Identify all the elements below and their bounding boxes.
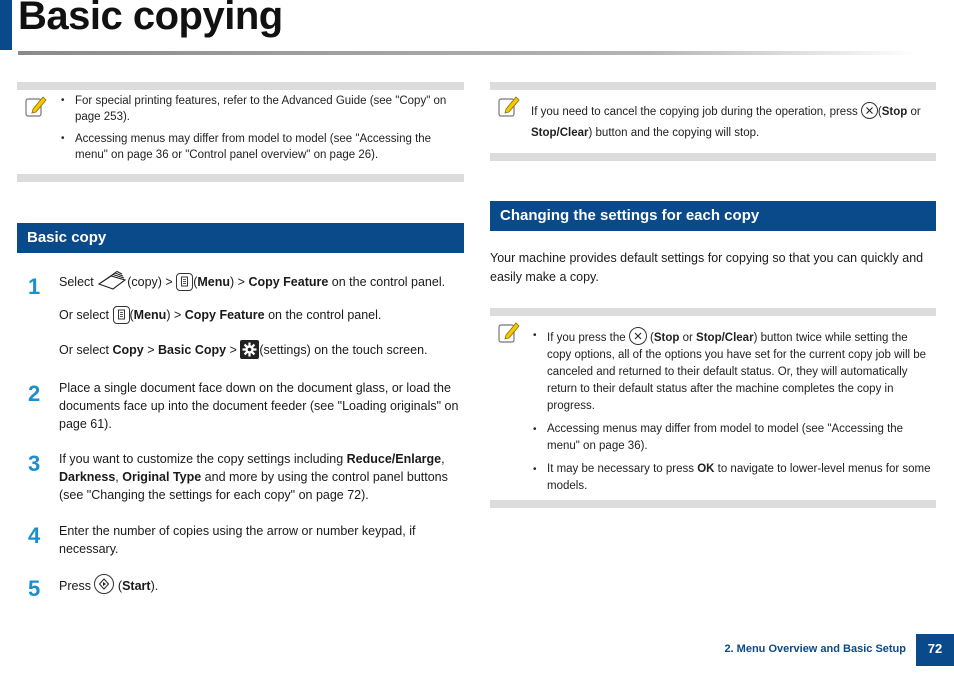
note-box-right-top (490, 82, 936, 161)
footer-section-label: 2. Menu Overview and Basic Setup (724, 643, 906, 655)
step-1-line-3: Or select Copy > Basic Copy > (settings) on the touch screen. (59, 338, 464, 362)
step-5-text: Press (Start). (59, 574, 454, 596)
step-2-text: Place a single document face down on the document glass, or load the documents face up into the document feeder (see "Loading originals" on page 61). (59, 381, 459, 431)
step-number: 4 (28, 523, 41, 548)
step-number: 5 (28, 576, 41, 601)
page-title: Basic copying (18, 0, 283, 38)
section-heading-changing-settings: Changing the settings for each copy (490, 201, 936, 231)
cancel-note-text: If you need to cancel the copying job during the operation, press (Stop or Stop/Clear) button and the copying will stop. (531, 102, 935, 144)
note-list-right (531, 327, 935, 501)
note-list-left (59, 93, 461, 169)
settings-intro-text: Your machine provides default settings for copying so that you can quickly and easily make a copy. (490, 251, 924, 284)
note-pencil-icon (498, 94, 520, 118)
header-accent-bar (0, 0, 12, 50)
note-pencil-icon (498, 320, 520, 344)
step-4-text: Enter the number of copies using the arrow or number keypad, if necessary. (59, 524, 416, 556)
note-item: • For special printing features, refer to the Advanced Guide (see "Copy" on page 253). (59, 93, 461, 125)
stop-icon (861, 102, 878, 119)
page-number-badge: 72 (916, 634, 954, 666)
note-item: • Accessing menus may differ from model to model (see "Accessing the menu" on page 36 or "Control panel overview" on page 26). (59, 131, 461, 163)
note-item: • It may be necessary to press OK to navigate to lower-level menus for some models. (531, 461, 935, 495)
note-bottom-rule (490, 153, 936, 161)
copy-icon (97, 270, 127, 292)
title-rule (18, 51, 918, 55)
step-number: 2 (28, 381, 41, 406)
note-bottom-rule (17, 174, 464, 182)
note-box-right-bottom (490, 308, 936, 508)
note-pencil-icon (25, 94, 47, 118)
step-1-line-2: Or select (Menu) > Copy Feature on the control panel. (59, 308, 382, 322)
stop-icon (629, 327, 647, 345)
step-number: 3 (28, 451, 41, 476)
note-item: • Accessing menus may differ from model to model (see "Accessing the menu" on page 36). (531, 421, 935, 455)
step-3-text: If you want to customize the copy settings including Reduce/Enlarge, Darkness, Original Type and more by using the control panel buttons (see "Changing the settings for each copy" on page 72). (59, 452, 448, 502)
note-bottom-rule (490, 500, 936, 508)
note-item: • If you press the (Stop or Stop/Clear) button twice while setting the copy options, all of the options you have set for the current copy job will be canceled and returned to their default status. Or, they will automatically return to their default status after the machine completes the copy in progress. (531, 327, 935, 415)
section-heading-basic-copy: Basic copy (17, 223, 464, 253)
start-icon (94, 574, 114, 594)
note-top-rule (490, 82, 936, 90)
menu-icon (113, 306, 130, 324)
step-number: 1 (28, 274, 41, 299)
step-1-line-1: Select (copy) > (Menu) > Copy Feature on the control panel. (59, 270, 464, 294)
note-top-rule (17, 82, 464, 90)
note-box-left (17, 82, 464, 182)
note-top-rule (490, 308, 936, 316)
menu-icon (176, 273, 193, 291)
settings-gear-icon (240, 340, 259, 359)
